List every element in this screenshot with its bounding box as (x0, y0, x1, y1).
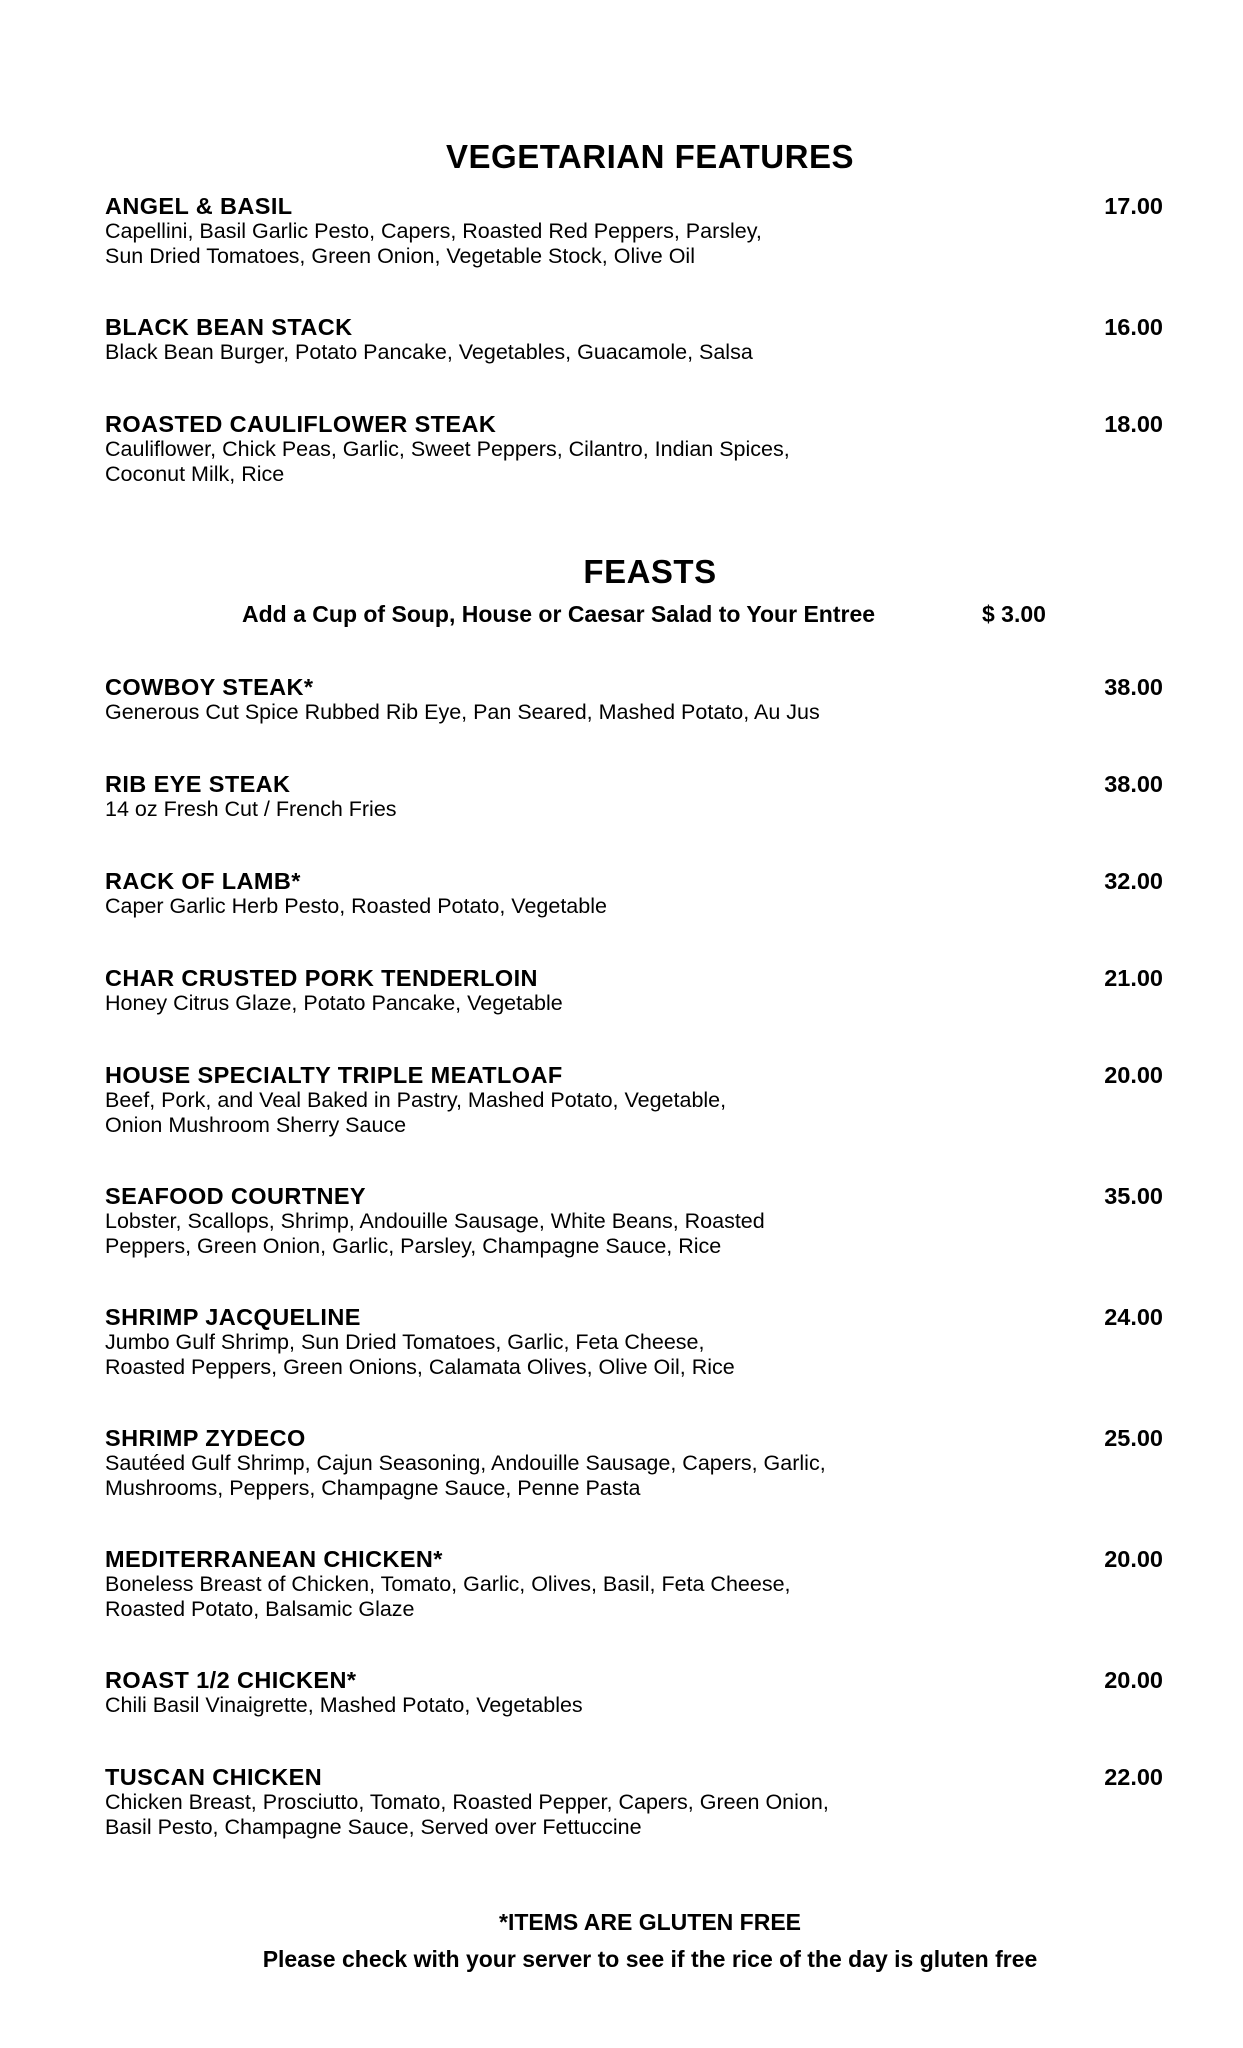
item-description: Basil Pesto, Champagne Sauce, Served over Fettuccine (105, 1815, 642, 1839)
item-price: 35.00 (1104, 1183, 1163, 1209)
item-name: SHRIMP JACQUELINE (105, 1304, 361, 1330)
menu-item (105, 868, 1163, 919)
item-name: ROASTED CAULIFLOWER STEAK (105, 411, 497, 437)
item-description: Sautéed Gulf Shrimp, Cajun Seasoning, Andouille Sausage, Capers, Garlic, (105, 1451, 826, 1475)
item-name: BLACK BEAN STACK (105, 314, 353, 340)
item-description: Chili Basil Vinaigrette, Mashed Potato, Vegetables (105, 1693, 583, 1717)
menu-item (105, 1425, 1163, 1501)
addon-price: $ 3.00 (982, 601, 1046, 627)
item-description: Black Bean Burger, Potato Pancake, Vegetables, Guacamole, Salsa (105, 340, 753, 364)
item-price: 32.00 (1104, 868, 1163, 894)
item-description: Peppers, Green Onion, Garlic, Parsley, Champagne Sauce, Rice (105, 1234, 722, 1258)
menu-item (105, 771, 1163, 822)
item-name: ANGEL & BASIL (105, 193, 293, 219)
item-price: 20.00 (1104, 1546, 1163, 1572)
item-description: Caper Garlic Herb Pesto, Roasted Potato, Vegetable (105, 894, 607, 918)
item-description: Coconut Milk, Rice (105, 462, 285, 486)
item-name: ROAST 1/2 CHICKEN* (105, 1667, 357, 1693)
rice-note: Please check with your server to see if the rice of the day is gluten free (262, 1946, 1038, 1972)
item-description: Cauliflower, Chick Peas, Garlic, Sweet Peppers, Cilantro, Indian Spices, (105, 437, 790, 461)
item-name: SHRIMP ZYDECO (105, 1425, 306, 1451)
item-price: 38.00 (1104, 674, 1163, 700)
item-description: Generous Cut Spice Rubbed Rib Eye, Pan Seared, Mashed Potato, Au Jus (105, 700, 820, 724)
item-description: Lobster, Scallops, Shrimp, Andouille Sausage, White Beans, Roasted (105, 1209, 765, 1233)
item-price: 18.00 (1104, 411, 1163, 437)
item-price: 38.00 (1104, 771, 1163, 797)
menu-item (105, 1546, 1163, 1622)
item-description: 14 oz Fresh Cut / French Fries (105, 797, 397, 821)
item-price: 16.00 (1104, 314, 1163, 340)
item-price: 21.00 (1104, 965, 1163, 991)
item-description: Mushrooms, Peppers, Champagne Sauce, Penne Pasta (105, 1476, 641, 1500)
item-name: SEAFOOD COURTNEY (105, 1183, 366, 1209)
item-price: 20.00 (1104, 1667, 1163, 1693)
item-description: Roasted Peppers, Green Onions, Calamata Olives, Olive Oil, Rice (105, 1355, 735, 1379)
menu-item (105, 1062, 1163, 1138)
item-description: Sun Dried Tomatoes, Green Onion, Vegetable Stock, Olive Oil (105, 244, 695, 268)
item-price: 17.00 (1104, 193, 1163, 219)
item-name: RIB EYE STEAK (105, 771, 291, 797)
menu-item (105, 1304, 1163, 1380)
item-name: MEDITERRANEAN CHICKEN* (105, 1546, 443, 1572)
item-description: Honey Citrus Glaze, Potato Pancake, Vegetable (105, 991, 563, 1015)
item-name: RACK OF LAMB* (105, 868, 301, 894)
menu-item (105, 411, 1163, 487)
menu-item (105, 965, 1163, 1016)
gluten-free-note: *ITEMS ARE GLUTEN FREE (499, 1909, 801, 1935)
menu-item (105, 193, 1163, 269)
menu-item (105, 1183, 1163, 1259)
menu-item (105, 1667, 1163, 1718)
addon-text: Add a Cup of Soup, House or Caesar Salad to Your Entree (242, 601, 876, 627)
item-description: Onion Mushroom Sherry Sauce (105, 1113, 407, 1137)
item-description: Boneless Breast of Chicken, Tomato, Garlic, Olives, Basil, Feta Cheese, (105, 1572, 791, 1596)
item-description: Beef, Pork, and Veal Baked in Pastry, Mashed Potato, Vegetable, (105, 1088, 727, 1112)
item-description: Capellini, Basil Garlic Pesto, Capers, Roasted Red Peppers, Parsley, (105, 219, 762, 243)
item-description: Roasted Potato, Balsamic Glaze (105, 1597, 415, 1621)
item-name: HOUSE SPECIALTY TRIPLE MEATLOAF (105, 1062, 563, 1088)
menu-item (105, 1764, 1163, 1840)
item-name: COWBOY STEAK* (105, 674, 314, 700)
feasts-section-title: FEASTS (583, 553, 717, 590)
item-price: 25.00 (1104, 1425, 1163, 1451)
item-description: Jumbo Gulf Shrimp, Sun Dried Tomatoes, Garlic, Feta Cheese, (105, 1330, 705, 1354)
item-description: Chicken Breast, Prosciutto, Tomato, Roasted Pepper, Capers, Green Onion, (105, 1790, 829, 1814)
item-name: TUSCAN CHICKEN (105, 1764, 323, 1790)
item-price: 24.00 (1104, 1304, 1163, 1330)
menu-item (105, 674, 1163, 725)
item-price: 22.00 (1104, 1764, 1163, 1790)
menu-item (105, 314, 1163, 365)
item-price: 20.00 (1104, 1062, 1163, 1088)
vegetarian-section-title: VEGETARIAN FEATURES (446, 138, 854, 175)
item-name: CHAR CRUSTED PORK TENDERLOIN (105, 965, 538, 991)
